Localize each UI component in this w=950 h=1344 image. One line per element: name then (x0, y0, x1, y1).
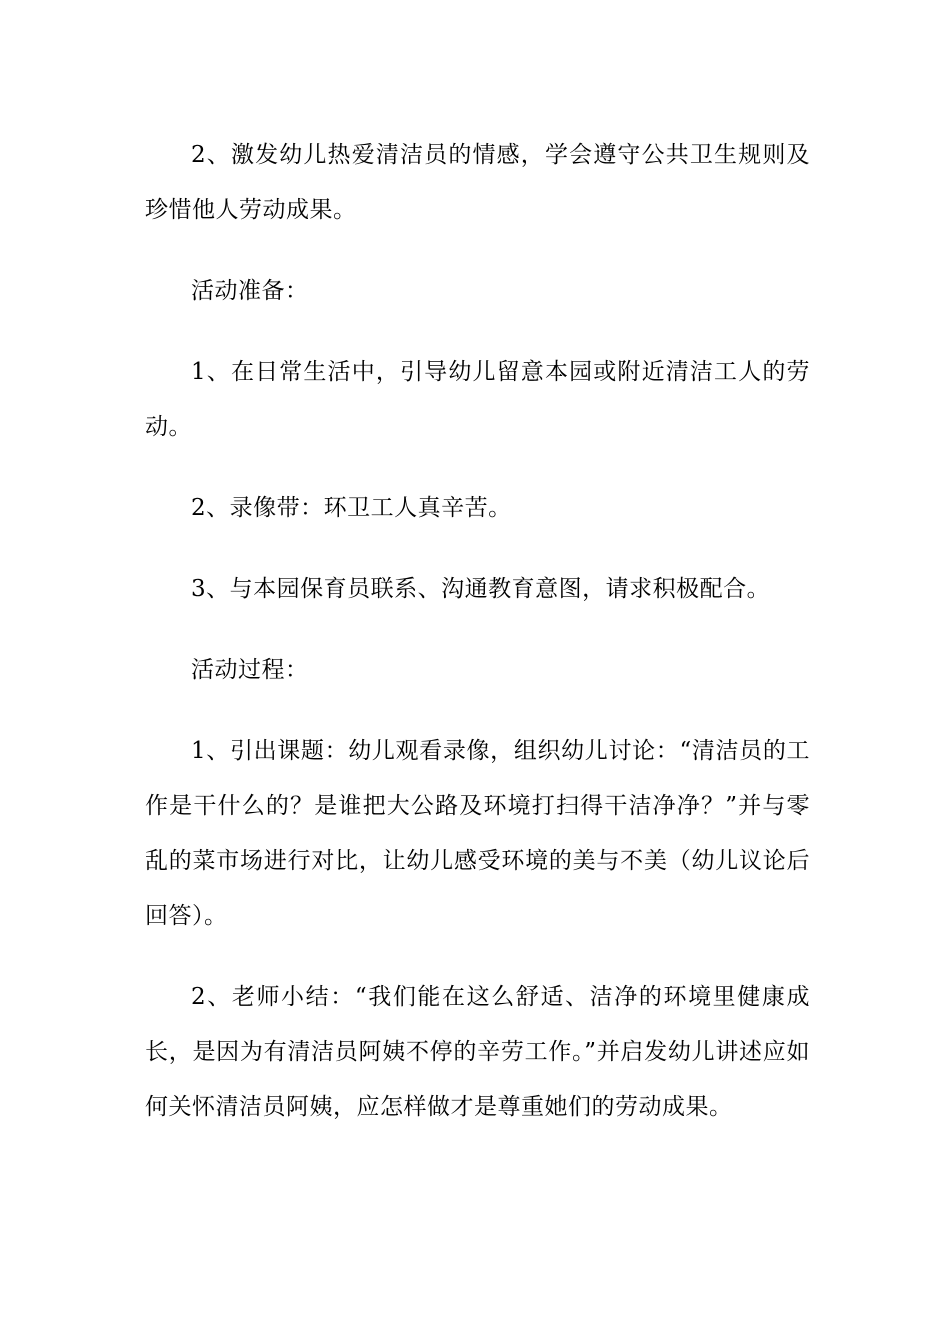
paragraph-process-2: 2、老师小结：“我们能在这么舒适、洁净的环境里健康成长，是因为有清洁员阿姨不停的辛劳工作。”并启发幼儿讲述应如何关怀清洁员阿姨，应怎样做才是尊重她们的劳动成果。 (145, 984, 810, 1120)
paragraph-prep-3: 3、与本园保育员联系、沟通教育意图，请求积极配合。 (191, 576, 771, 602)
paragraph-prep-1: 1、在日常生活中，引导幼儿留意本园或附近清洁工人的劳动。 (145, 359, 810, 440)
heading-activity-process: 活动过程： (191, 657, 309, 683)
paragraph-goal-2: 2、激发幼儿热爱清洁员的情感，学会遵守公共卫生规则及珍惜他人劳动成果。 (145, 142, 810, 223)
paragraph-process-1: 1、引出课题：幼儿观看录像，组织幼儿讨论：“清洁员的工作是干什么的？是谁把大公路及环境打扫得干洁净净？”并与零乱的菜市场进行对比，让幼儿感受环境的美与不美（幼儿议论后回答）。 (145, 738, 810, 929)
paragraph-prep-2: 2、录像带：环卫工人真辛苦。 (191, 495, 512, 521)
heading-activity-preparation: 活动准备： (191, 278, 309, 304)
document-body (145, 128, 810, 1161)
